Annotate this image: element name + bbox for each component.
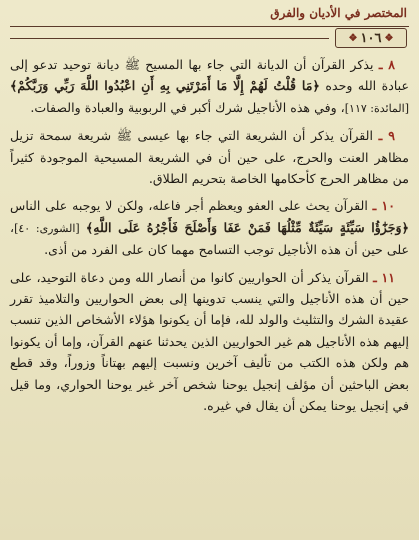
page-number-box: [335, 28, 407, 48]
paragraph-11: [10, 267, 409, 417]
paragraph-10: [10, 195, 409, 260]
paragraph-text: يذكر القرآن أن الديانة التي جاء بها المسيح ﷺ ديانة توحيد تدعو إلى عبادة الله وحده: [10, 57, 409, 94]
ornament-left-icon: ❖: [348, 32, 358, 44]
paragraph-text-after: ، على حين أن هذه الأناجيل توجب التسامح مهما كان على الفرد من أذى.: [10, 219, 409, 258]
quran-verse: ﴿مَا قُلْتُ لَهُمْ إِلَّا مَا أَمَرْتَنِي بِهِ أَنِ اعْبُدُوا اللَّهَ رَبِّي وَرَبَّكُمْ﴾: [10, 78, 320, 94]
paragraph-number: ٩ ـ: [378, 128, 395, 144]
ornament-right-icon: ❖: [384, 32, 394, 44]
running-title: المختصر في الأديان والفرق: [270, 6, 407, 20]
page-number: ١٠٦: [360, 30, 382, 46]
paragraph-number: ١٠ ـ: [372, 198, 395, 214]
paragraph-8: [10, 54, 409, 119]
verse-citation: [المائدة: ١١٧]: [344, 101, 409, 115]
verse-citation: [الشورى: ٤٠]: [14, 221, 80, 235]
header-rule-lower: [10, 38, 329, 39]
header-rule: [10, 26, 409, 27]
paragraph-9: [10, 125, 409, 189]
paragraph-number: ٨ ـ: [378, 57, 395, 72]
paragraph-number: ١١ ـ: [373, 269, 395, 285]
paragraph-text: القرآن يذكر أن الحواريين كانوا من أنصار الله ومن دعاة التوحيد، على حين أن هذه الأناجيل والتي ينسب تدوينها إلى بعض الحواريين والتلاميذ تقرر عقيدة الشرك والتثليث والولد لله، فإما أن يكونوا هؤلاء الأشخاص الذين تنسب إليهم هذه الأناجيل هم غير الحواريين الذين يحدثنا عنهم القرآن، وإما أن يكونوا هم ولكن هذه الكتب من تأليف آخرين ونسبت إليهم بهتاناً وزوراً، وقد قطع بعض الباحثين أن مؤلف إنجيل يوحنا شخص آخر غير يوحنا الحواري، وما قيل في إنجيل يوحنا يمكن أن يقال في غيره.: [10, 269, 409, 414]
paragraph-text: القرآن يذكر أن الشريعة التي جاء بها عيسى ﷺ شريعة سمحة تزيل مظاهر العنت والحرج، على حين أن في الشريعة المسيحية الموجودة كثيراً من مظاهر الحرج كأحكامها الخاصة بتحريم الطلاق.: [10, 128, 409, 187]
quran-verse: ﴿وَجَزَٰٓؤُا سَيِّئَةٍ سَيِّئَةٌ مِّثْلُهَا فَمَنْ عَفَا وَأَصْلَحَ فَأَجْرُهُ عَلَى اللَّهِ﴾: [85, 219, 410, 235]
paragraph-text-after: ، وفي هذه الأناجيل شرك أكبر في الربوبية والعبادة والصفات.: [30, 99, 345, 115]
body-text: [10, 54, 409, 534]
paragraph-text: القرآن يحث على العفو ويعظم أجر فاعله، ولكن لا يوجبه على الناس: [10, 198, 368, 214]
